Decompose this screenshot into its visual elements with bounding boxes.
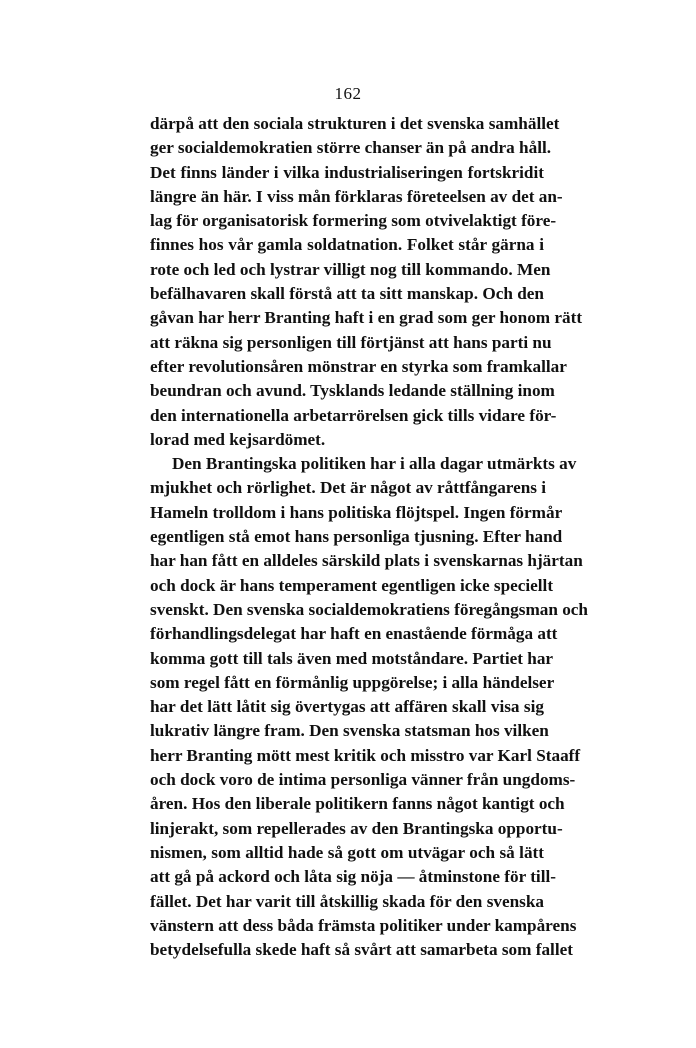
text-line: Hameln trolldom i hans politiska flöjtspel. Ingen förmår [150, 502, 563, 522]
text-line: har det lätt låtit sig övertygas att affären skall visa sig [150, 697, 544, 717]
text-line: ger socialdemokratien större chanser än på andra håll. [150, 138, 552, 158]
text-line: finnes hos vår gamla soldatnation. Folket står gärna i [150, 235, 544, 255]
text-line: lag för organisatorisk formering som otvivelaktigt före- [150, 211, 557, 231]
text-line: gåvan har herr Branting haft i en grad som ger honom rätt [150, 308, 583, 328]
text-line: som regel fått en förmånlig uppgörelse; i alla händelser [150, 672, 555, 692]
text-line: förhandlingsdelegat har haft en enastående förmåga att [150, 624, 558, 644]
text-line: och dock är hans temperament egentligen icke speciellt [150, 575, 554, 595]
text-line: därpå att den sociala strukturen i det svenska samhället [150, 114, 560, 133]
text-line: lorad med kejsardömet. [150, 429, 326, 449]
text-line: att gå på ackord och låta sig nöja — åtminstone för till- [150, 867, 556, 887]
text-line: rote och led och lystrar villigt nog till kommando. Men [150, 259, 551, 279]
text-line: linjerakt, som repellerades av den Brantingska opportu- [150, 818, 563, 838]
text-line: lukrativ längre fram. Den svenska statsman hos vilken [150, 721, 549, 741]
text-line: efter revolutionsåren mönstrar en styrka som framkallar [150, 356, 567, 376]
text-line: mjukhet och rörlighet. Det är något av råttfångarens i [150, 478, 547, 498]
text-line: beundran och avund. Tysklands ledande ställning inom [150, 381, 555, 401]
page-number: 162 [334, 84, 362, 103]
text-line: befälhavaren skall förstå att ta sitt manskap. Och den [150, 284, 544, 304]
text-line: den internationella arbetarrörelsen gick tills vidare för- [150, 405, 557, 425]
text-line: nismen, som alltid hade så gott om utvägar och så lätt [150, 842, 544, 862]
text-line: betydelsefulla skede haft så svårt att samarbeta som fallet [150, 940, 573, 960]
text-line: vänstern att dess båda främsta politiker under kampårens [150, 915, 577, 935]
text-line: att räkna sig personligen till förtjänst att hans parti nu [150, 332, 552, 352]
text-line: Den Brantingska politiken har i alla dagar utmärkts av [172, 454, 577, 474]
text-line: fället. Det har varit till åtskillig skada för den svenska [150, 891, 544, 911]
text-line: har han fått en alldeles särskild plats i svenskarnas hjärtan [150, 551, 583, 571]
text-line: längre än här. I viss mån förklaras företeelsen av det an- [150, 186, 563, 206]
text-line: och dock voro de intima personliga vänner från ungdoms- [150, 770, 576, 790]
text-line: svenskt. Den svenska socialdemokratiens föregångsman och [150, 599, 588, 619]
text-line: Det finns länder i vilka industrialiseringen fortskridit [150, 162, 544, 182]
text-line: komma gott till tals även med motståndare. Partiet har [150, 648, 554, 668]
body-text [150, 112, 588, 962]
text-line: åren. Hos den liberale politikern fanns något kantigt och [150, 794, 565, 814]
text-line: herr Branting mött mest kritik och misstro var Karl Staaff [150, 745, 581, 765]
text-line: egentligen stå emot hans personliga tjusning. Efter hand [150, 527, 563, 547]
